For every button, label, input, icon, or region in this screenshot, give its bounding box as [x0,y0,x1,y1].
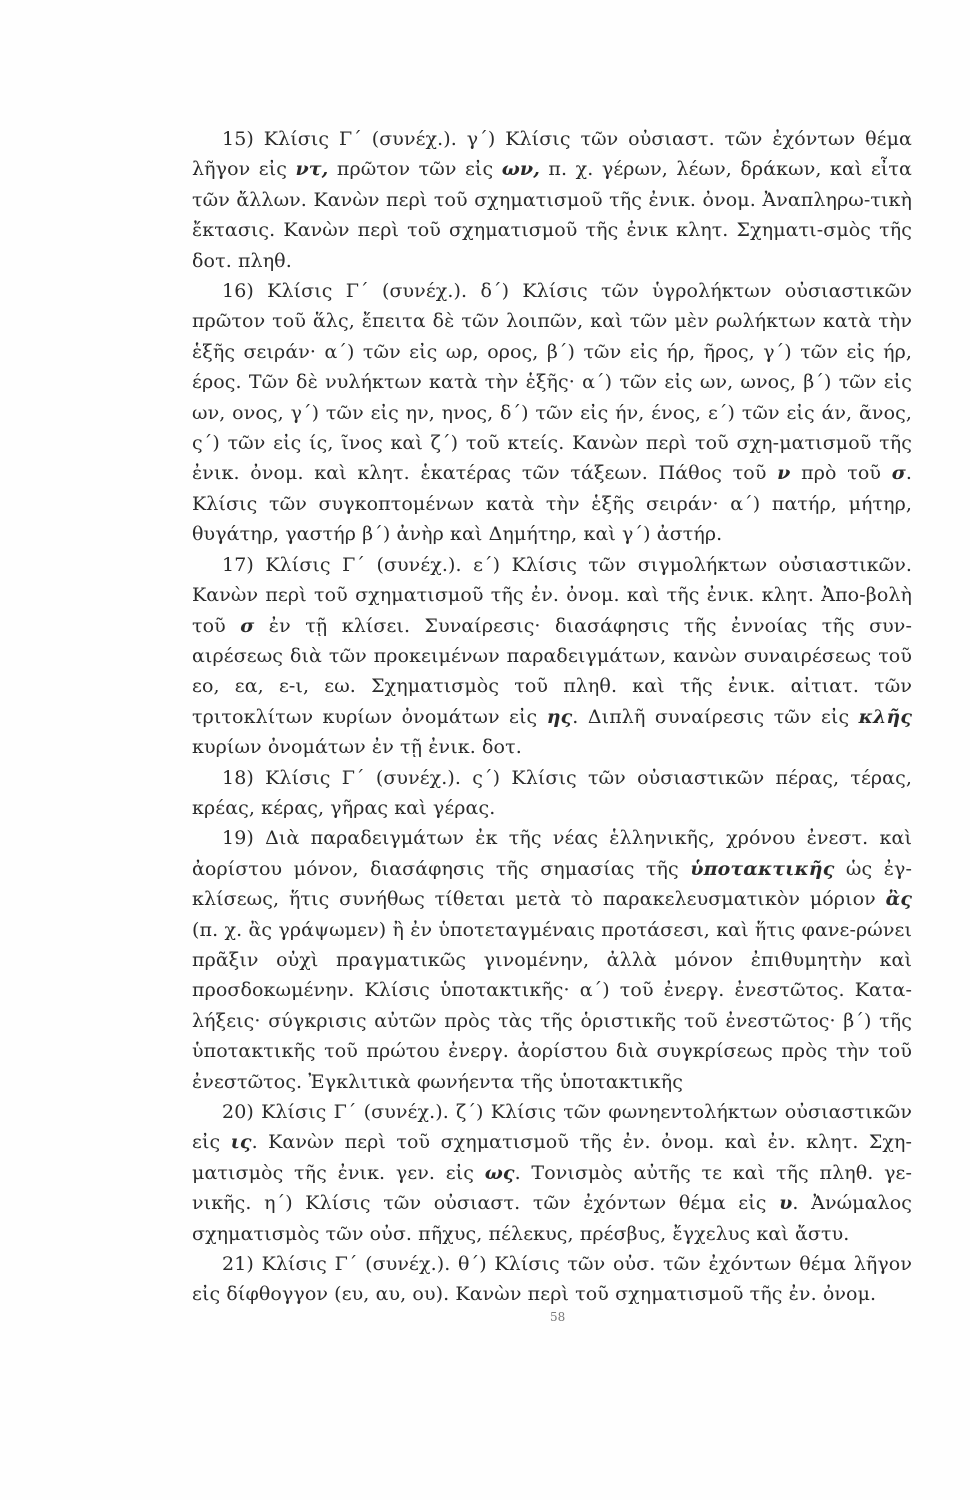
text-run: 15) Κλίσις Γ΄ (συνέχ.). γ΄) Κλίσις τῶν οὐσιαστ. τῶν ἐχόντων θέμα λῆγον εἰς [192,128,912,181]
emphasized-term: κλῆς [858,705,912,728]
paragraph-p20 [192,1097,912,1249]
text-run: . Τονισμὸς αὐτῆς τε καὶ τῆς πληθ. γε-νικῆς. η΄) Κλίσις τῶν οὐσιαστ. τῶν ἐχόντων θέμα εἰς [192,1161,913,1215]
emphasized-term: ης [546,705,573,728]
page-number: 58 [550,1310,566,1324]
emphasized-term: ντ, [295,158,329,181]
paragraph-p18 [192,763,912,824]
text-run: . Διπλῆ συναίρεσις τῶν εἰς [572,705,859,728]
emphasized-term: ἂς [885,888,912,911]
paragraph-p17 [192,550,912,763]
text-run: 16) Κλίσις Γ΄ (συνέχ.). δ΄) Κλίσις τῶν ὑγρολήκτων οὐσιαστικῶν πρῶτον τοῦ ἅλς, ἔπειτα δὲ τῶν λοιπῶν, καὶ τῶν μὲν ρωλήκτων κατὰ τὴν ἑξῆς σειράν· α΄) τῶν εἰς ωρ, ορος, β΄) τῶν εἰς ήρ, ῆρος, γ΄) τῶν εἰς ήρ, έρος. Τῶν δὲ νυλήκτων κατὰ τὴν ἑξῆς· α΄) τῶν εἰς ων, ωνος, β΄) τῶν εἰς ων, ονος, γ΄) τῶν εἰς ην, ηνος, δ΄) τῶν εἰς ήν, ένος, ε΄) τῶν εἰς άν, ᾶνος, ς΄) τῶν εἰς ίς, ῖνος καὶ ζ΄) τοῦ κτείς. Κανὼν περὶ τοῦ σχη-ματισμοῦ τῆς ἐνικ. ὀνομ. καὶ κλητ. ἑκατέρας τῶν τάξεων. Πάθος τοῦ [192,280,912,485]
paragraph-p19 [192,823,912,1097]
text-run: . Ἀνώμαλος σχηματισμὸς τῶν οὐσ. πῆχυς, πέλεκυς, πρέσβυς, ἔγχελυς καὶ ἄστυ. [192,1192,912,1245]
text-run: (π. χ. ἂς γράψωμεν) ἢ ἐν ὑποτεταγμέναις προτάσεσι, καὶ ἥτις φανε-ρώνει πρᾶξιν οὐχὶ πραγματικῶς γινομένην, ἀλλὰ μόνον ἐπιθυμητὴν καὶ προσδοκωμένην. Κλίσις ὑποτακτικῆς· α΄) τοῦ ἐνεργ. ἐνεστῶτος. Κατα-λήξεις· σύγκρισις αὐτῶν πρὸς τὰς τῆς ὁριστικῆς τοῦ ἐνεστῶτος· β΄) τῆς ὑποτακτικῆς τοῦ πρώτου ἐνεργ. ἀορίστου διὰ συγκρίσεως πρὸς τὴν τοῦ ἐνεστῶτος. Ἐγκλιτικὰ φωνήεντα τῆς ὑποτακτικῆς [192,918,912,1093]
emphasized-term: ν [777,462,791,485]
text-run: πρὸ τοῦ [790,462,892,485]
text-run: πρῶτον τῶν εἰς [328,158,502,181]
paragraph-p15 [192,124,912,276]
text-run: 17) Κλίσις Γ΄ (συνέχ.). ε΄) Κλίσις τῶν σιγμολήκτων οὐσιαστικῶν. Κανὼν περὶ τοῦ σχηματισμοῦ τῆς ἐν. ὀνομ. καὶ τῆς ἐνικ. κλητ. Ἀπο-βολὴ τοῦ [192,553,912,637]
emphasized-term: ις [230,1131,252,1154]
paragraph-p21 [192,1249,912,1310]
emphasized-term: σ [240,614,255,637]
text-run: 21) Κλίσις Γ΄ (συνέχ.). θ΄) Κλίσις τῶν οὐσ. τῶν ἐχόντων θέμα λῆγον εἰς δίφθογγον (ευ, αυ, ου). Κανὼν περὶ τοῦ σχηματισμοῦ τῆς ἐν. ὀνομ. [192,1253,912,1306]
text-run: 18) Κλίσις Γ΄ (συνέχ.). ς΄) Κλίσις τῶν οὐσιαστικῶν πέρας, τέρας, κρέας, κέρας, γῆρας καὶ γέρας. [192,766,912,819]
emphasized-term: ὑποτακτικῆς [690,857,835,880]
emphasized-term: ων, [501,158,540,181]
text-run: ὡς ἐγ-κλίσεως, ἥτις συνήθως τίθεται μετὰ τὸ παρακελευσματικὸν μόριον [192,857,913,911]
text-run: 19) Διὰ παραδειγμάτων ἐκ τῆς νέας ἑλληνικῆς, χρόνου ἐνεστ. καὶ ἀορίστου μόνον, διασάφησις τῆς σημασίας τῆς [192,827,912,880]
text-run: π. χ. γέρων, λέων, δράκων, καὶ εἶτα τῶν ἄλλων. Κανὼν περὶ τοῦ σχηματισμοῦ τῆς ἐνικ. ὀνομ. Ἀναπληρω-τικὴ ἔκτασις. Κανὼν περὶ τοῦ σχηματισμοῦ τῆς ἐνικ κλητ. Σχηματι-σμὸς τῆς δοτ. πληθ. [192,158,912,272]
text-run: . Κλίσις τῶν συγκοπτομένων κατὰ τὴν ἑξῆς σειράν· α΄) πατήρ, μήτηρ, θυγάτηρ, γαστήρ β΄) ἀνὴρ καὶ Δημήτηρ, καὶ γ΄) ἀστήρ. [192,462,912,546]
text-run: κυρίων ὀνομάτων ἐν τῇ ἐνικ. δοτ. [192,736,522,759]
emphasized-term: ως [484,1161,515,1184]
body-text [192,124,912,1310]
text-run: 20) Κλίσις Γ΄ (συνέχ.). ζ΄) Κλίσις τῶν φωνηεντολήκτων οὐσιαστικῶν εἰς [192,1101,912,1154]
paragraph-p16 [192,276,912,550]
text-run: ἐν τῇ κλίσει. Συναίρεσις· διασάφησις τῆς ἐννοίας τῆς συν-αιρέσεως διὰ τῶν προκειμένων παραδειγμάτων, κανὼν συναιρέσεως τοῦ εο, εα, ε-ι, εω. Σχηματισμὸς τοῦ πληθ. καὶ τῆς ἐνικ. αἰτιατ. τῶν τριτοκλίτων κυρίων ὀνομάτων εἰς [192,614,912,728]
text-run: . Κανὼν περὶ τοῦ σχηματισμοῦ τῆς ἐν. ὀνομ. καὶ ἐν. κλητ. Σχη-ματισμὸς τῆς ἐνικ. γεν. εἰς [192,1131,912,1184]
emphasized-term: υ [779,1192,793,1215]
emphasized-term: σ [891,462,906,485]
